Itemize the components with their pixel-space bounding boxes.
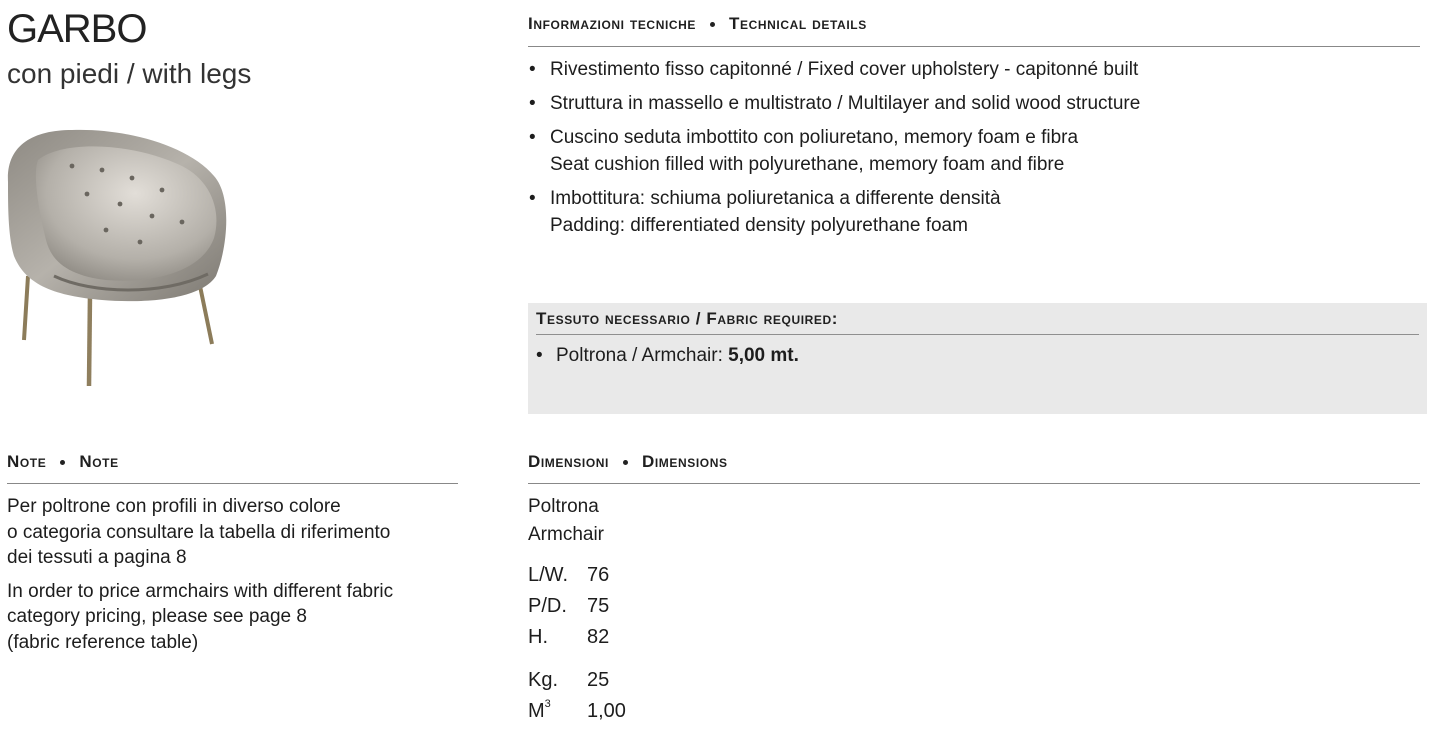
dimensions-title-en: Dimensions <box>641 452 728 471</box>
list-item-text: • Cuscino seduta imbottito con poliuretano, memory foam e fibra <box>550 127 1079 148</box>
note-heading <box>7 452 119 472</box>
list-item <box>528 124 1408 178</box>
weight-value: 25 <box>587 669 610 691</box>
table-row <box>528 696 626 727</box>
fabric-item-value: 5,00 mt. <box>728 345 799 366</box>
table-row <box>528 560 609 591</box>
list-item-text: • Imbottitura: schiuma poliuretanica a differente densità <box>550 188 1001 209</box>
list-item <box>528 185 1408 239</box>
note-paragraph-it <box>7 494 457 571</box>
note-title-it: Note <box>7 452 47 471</box>
volume-label <box>528 696 587 727</box>
dimension-value: 82 <box>587 626 610 648</box>
dimension-label: P/D. <box>528 595 567 617</box>
dimension-value: 76 <box>587 564 610 586</box>
note-title-en: Note <box>79 452 119 471</box>
volume-unit: M <box>528 700 545 722</box>
technical-title-it: Informazioni tecniche <box>528 14 697 33</box>
type-en: Armchair <box>528 524 605 545</box>
list-item-text: • Rivestimento fisso capitonné / Fixed cover upholstery - capitonné built <box>550 59 1139 80</box>
dimension-label: L/W. <box>528 564 569 586</box>
technical-divider <box>528 46 1420 47</box>
weight-label: Kg. <box>528 669 559 691</box>
note-paragraph-en <box>7 579 457 656</box>
table-row <box>528 665 626 696</box>
dimensions-heading <box>528 452 728 472</box>
list-item-text: Padding: differentiated density polyurethane foam <box>550 215 968 236</box>
dimension-value: 75 <box>587 595 610 617</box>
product-name: GARBO <box>7 7 147 51</box>
product-subtitle: con piedi / with legs <box>7 58 252 89</box>
technical-details-heading <box>528 14 867 34</box>
list-item <box>528 56 1408 83</box>
note-line: category pricing, please see page 8 <box>7 606 307 627</box>
list-item-text: • Struttura in massello e multistrato / Multilayer and solid wood structure <box>550 93 1141 114</box>
bullet-separator <box>710 22 715 27</box>
technical-title-en: Technical details <box>729 14 867 33</box>
dimensions-divider <box>528 483 1420 484</box>
bullet-separator <box>623 460 628 465</box>
note-line: dei tessuti a pagina 8 <box>7 547 187 568</box>
volume-value: 1,00 <box>587 700 626 722</box>
table-row <box>528 622 609 653</box>
note-line: Per poltrone con profili in diverso colore <box>7 496 341 517</box>
dimensions-product-type <box>528 493 604 549</box>
fabric-item-label: Poltrona / Armchair: <box>556 345 723 366</box>
dimension-label: H. <box>528 626 548 648</box>
dimensions-table <box>528 560 609 653</box>
table-row <box>528 591 609 622</box>
note-divider <box>7 483 458 484</box>
list-item <box>528 90 1408 117</box>
note-line: o categoria consultare la tabella di riferimento <box>7 521 391 543</box>
fabric-required-heading: Tessuto necessario / Fabric required: <box>536 309 839 328</box>
note-line: (fabric reference table) <box>7 631 199 653</box>
fabric-divider <box>536 334 1419 335</box>
list-item-text: Seat cushion filled with polyurethane, memory foam and fibre <box>550 154 1065 175</box>
technical-list <box>528 56 1408 246</box>
volume-exponent: 3 <box>544 698 551 710</box>
dimensions-title-it: Dimensioni <box>528 452 609 471</box>
weight-volume-table <box>528 665 626 727</box>
armchair-image <box>2 126 234 390</box>
type-it: Poltrona <box>528 496 599 517</box>
note-body <box>7 494 457 663</box>
bullet-separator <box>60 460 65 465</box>
note-line: In order to price armchairs with different fabric <box>7 580 394 602</box>
fabric-item: • Poltrona / Armchair: 5,00 mt. <box>536 345 799 366</box>
